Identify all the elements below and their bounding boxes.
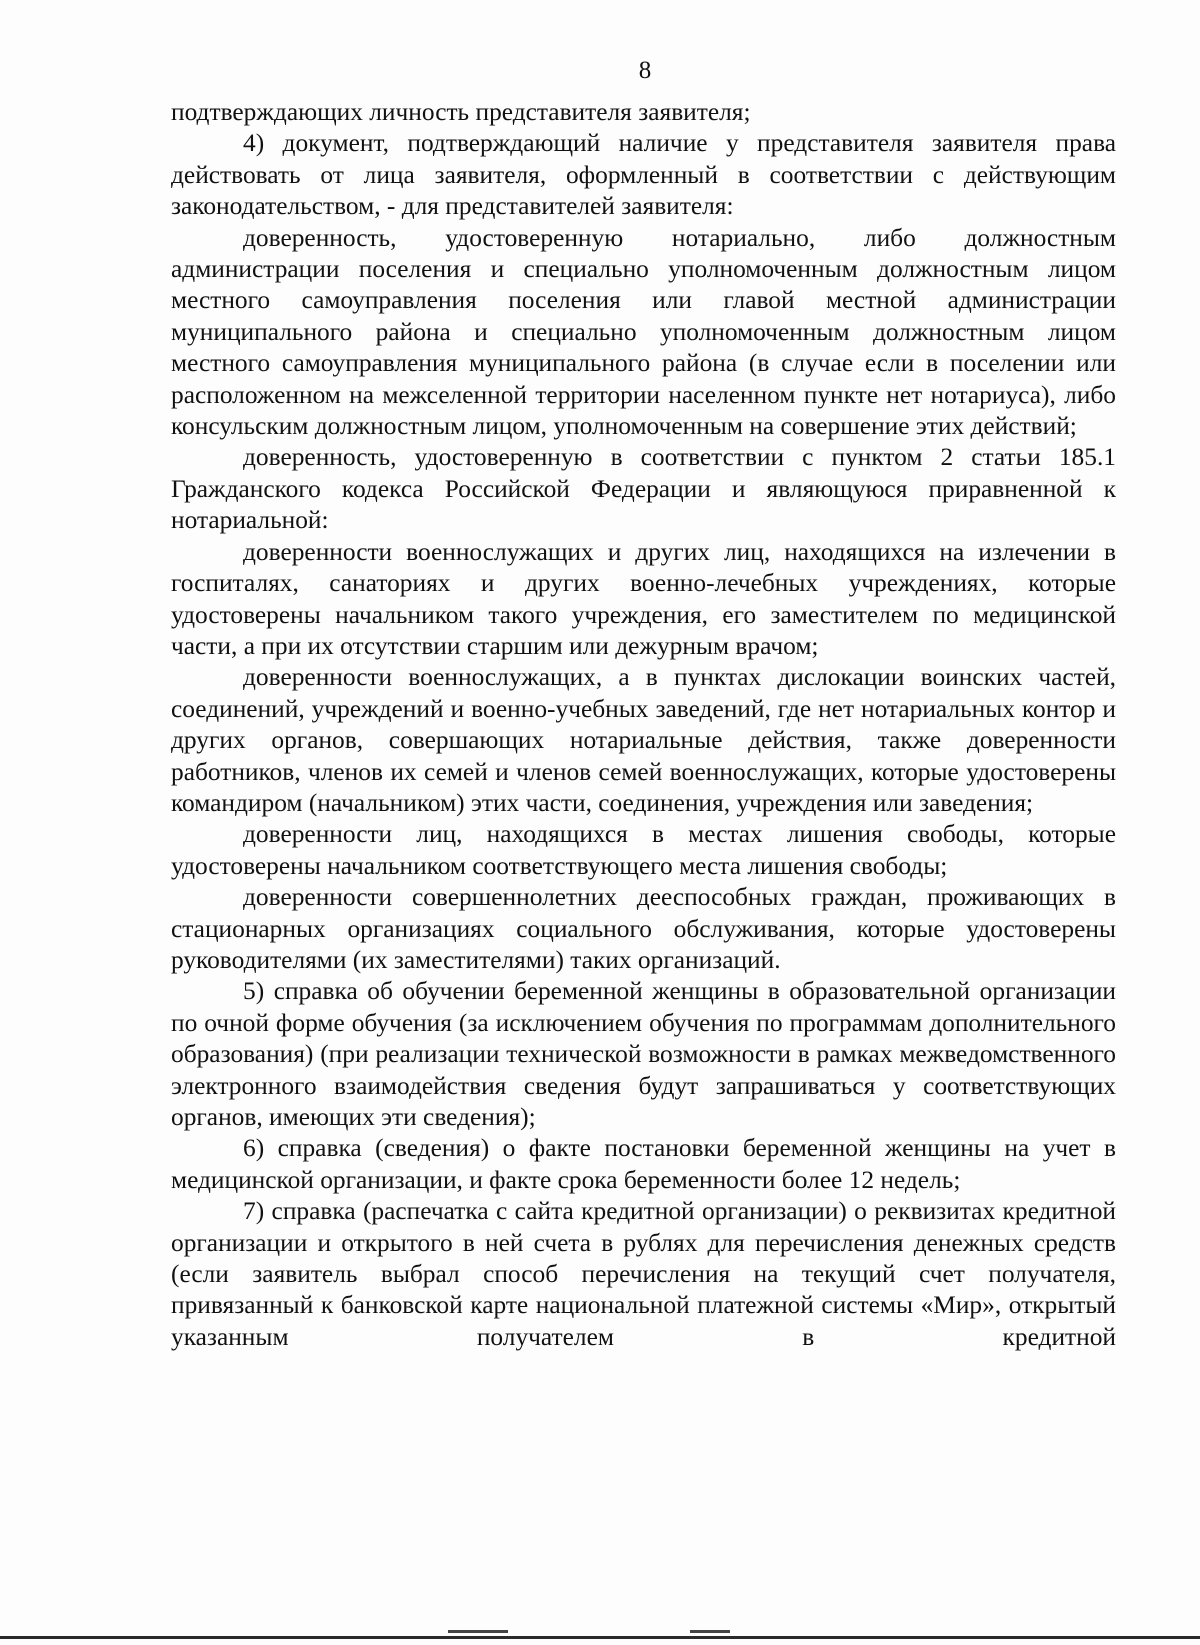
paragraph-1: подтверждающих личность представителя заявителя; [171, 98, 751, 126]
scan-smudge [448, 1630, 508, 1633]
page-number: 8 [638, 57, 652, 84]
paragraph-7: доверенности лиц, находящихся в местах лишения свободы, которые удостоверены начальником соответствующего места лишения свободы; [171, 820, 1116, 880]
paragraph-4: доверенность, удостоверенную в соответствии с пунктом 2 статьи 185.1 Гражданского кодекса Российской Федерации и являющуюся приравненной к нотариальной: [171, 443, 1116, 535]
scan-edge-line [0, 1636, 1200, 1639]
paragraph-5: доверенности военнослужащих и других лиц, находящихся на излечении в госпиталях, санаториях и других военно-лечебных учреждениях, которые удостоверены начальником такого учреждения, его заместителем по медицинской части, а при их отсутствии старшим или дежурным врачом; [171, 537, 1116, 660]
paragraph-3: доверенность, удостоверенную нотариально, либо должностным администрации поселения и специально уполномоченным должностным лицом местного самоуправления поселения или главой местной администрации муниципального района и специально уполномоченным должностным лицом местного самоуправления муниципального района (в случае если в поселении или расположенном на межселенной территории населенном пункте нет нотариуса), либо консульским должностным лицом, уполномоченным на совершение этих действий; [171, 223, 1116, 441]
paragraph-8: доверенности совершеннолетних дееспособных граждан, проживающих в стационарных организациях социального обслуживания, которые удостоверены руководителями (их заместителями) таких организаций. [171, 883, 1116, 974]
paragraph-6: доверенности военнослужащих, а в пунктах дислокации воинских частей, соединений, учреждений и военно-учебных заведений, где нет нотариальных контор и других органов, совершающих нотариальные действия, также доверенности работников, членов их семей и членов семей военнослужащих, которые удостоверены командиром (начальником) этих части, соединения, учреждения или заведения; [171, 663, 1116, 817]
paragraph-9: 5) справка об обучении беременной женщины в образовательной организации по очной форме обучения (за исключением обучения по программам дополнительного образования) (при реализации технической возможности в рамках межведомственного электронного взаимодействия сведения будут запрашиваться у соответствующих органов, имеющих эти сведения); [171, 977, 1116, 1131]
paragraph-10: 6) справка (сведения) о факте постановки беременной женщины на учет в медицинской организации, и факте срока беременности более 12 недель; [171, 1134, 1116, 1194]
scan-smudge [690, 1630, 730, 1633]
paragraph-11: 7) справка (распечатка с сайта кредитной организации) о реквизитах кредитной организации и открытого в ней счета в рублях для перечисления денежных средств (если заявитель выбрал способ перечисления на текущий счет получателя, привязанный к банковской карте национальной платежной системы «Мир», открытый указанным получателем в кредитной [171, 1197, 1116, 1351]
paragraph-2: 4) документ, подтверждающий наличие у представителя заявителя права действовать от лица заявителя, оформленный в соответствии с действующим законодательством, - для представителей заявителя: [171, 129, 1116, 221]
document-body [171, 97, 1116, 1353]
